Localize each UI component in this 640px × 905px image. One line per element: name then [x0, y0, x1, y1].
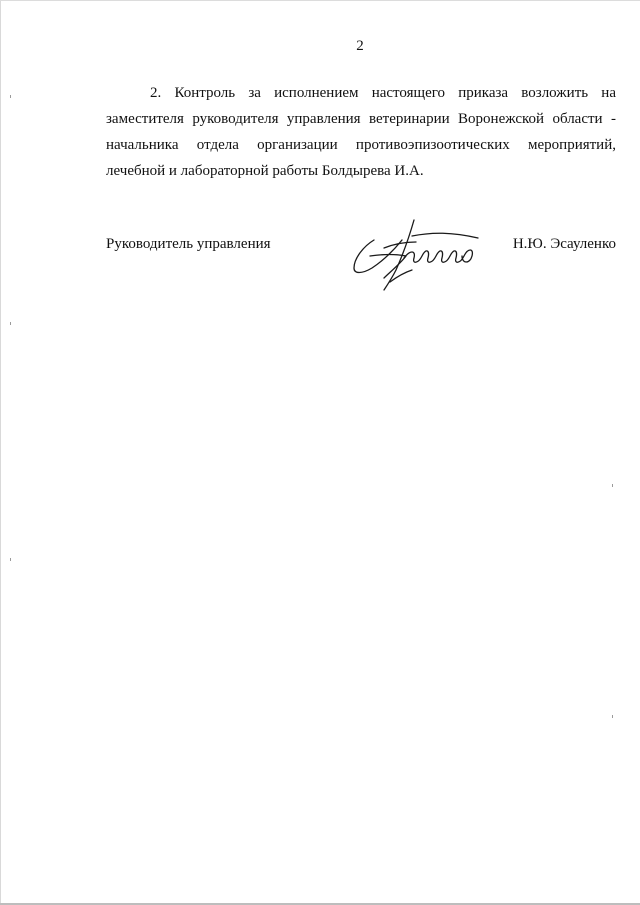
- paragraph-line-4: лечебной и лабораторной работы Болдырева И.А.: [106, 163, 424, 179]
- signer-position: Руководитель управления: [106, 236, 271, 252]
- paragraph-line-3: начальника отдела организации противоэпизоотических мероприятий,: [106, 137, 616, 153]
- paragraph-line-2: заместителя руководителя управления ветеринарии Воронежской области -: [106, 111, 616, 127]
- page-number: 2: [356, 38, 364, 54]
- order-paragraph: [106, 80, 616, 184]
- scan-speck: [10, 95, 11, 98]
- scan-edge-left: [0, 0, 1, 905]
- handwritten-signature: [350, 218, 490, 294]
- signer-name: Н.Ю. Эсауленко: [512, 236, 616, 252]
- scan-speck: [10, 322, 11, 325]
- scan-speck: [10, 558, 11, 561]
- scan-speck: [612, 715, 613, 718]
- signature-block: [106, 232, 616, 292]
- paragraph-line-1: 2. Контроль за исполнением настоящего приказа возложить на: [150, 85, 616, 101]
- scan-speck: [612, 484, 613, 487]
- scan-edge-top: [0, 0, 640, 1]
